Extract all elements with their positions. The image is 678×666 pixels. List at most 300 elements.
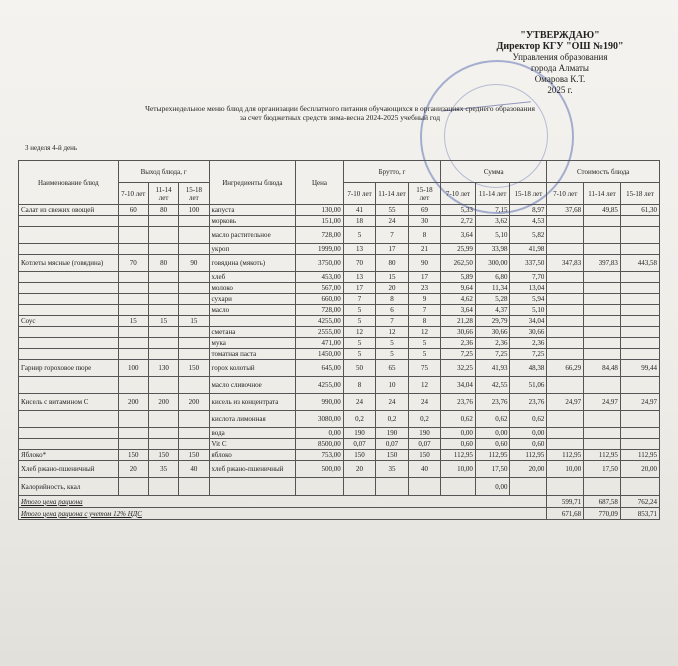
gross-age1-cell: 5 — [343, 316, 375, 327]
yield-age2-cell — [148, 305, 178, 316]
yield-age3-cell — [179, 305, 209, 316]
sum-age1-cell: 262,50 — [441, 255, 476, 272]
gross-age1-cell: 150 — [343, 450, 375, 461]
gross-age1-cell: 5 — [343, 305, 375, 316]
price-cell: 4255,00 — [296, 316, 344, 327]
cost-age1-cell — [547, 439, 584, 450]
yield-age3-cell — [179, 338, 209, 349]
sum-age2-cell: 7,25 — [475, 349, 510, 360]
dish-cell — [19, 283, 119, 294]
table-row — [19, 205, 660, 216]
dish-cell: Соус — [19, 316, 119, 327]
yield-age3-cell: 150 — [179, 450, 209, 461]
cost-age3-cell: 99,44 — [620, 360, 659, 377]
title-line-1: Четырехнедельное меню блюд для организации бесплатного питания обучающихся в организациях среднего образования — [145, 104, 535, 113]
header-cost-age3: 15-18 лет — [620, 183, 659, 205]
approval-block — [470, 30, 650, 96]
sum-age3-cell: 7,25 — [510, 349, 547, 360]
gross-age2-cell: 5 — [376, 338, 408, 349]
gross-age3-cell: 23 — [408, 283, 440, 294]
sum-age2-cell: 3,62 — [475, 216, 510, 227]
dish-cell — [19, 244, 119, 255]
sum-age1-cell: 0,62 — [441, 411, 476, 428]
yield-age1-cell — [118, 349, 148, 360]
gross-age2-cell: 80 — [376, 255, 408, 272]
cost-age2-cell: 49,85 — [584, 205, 621, 216]
ingredient-cell: сметана — [209, 327, 296, 338]
table-row — [19, 244, 660, 255]
sum-age3-cell: 13,04 — [510, 283, 547, 294]
price-cell: 3750,00 — [296, 255, 344, 272]
approval-line-3: Управления образования — [512, 52, 608, 62]
gross-age3-cell: 21 — [408, 244, 440, 255]
gross-age3-cell: 150 — [408, 450, 440, 461]
cost-age2-cell: 112,95 — [584, 450, 621, 461]
cost-age3-cell — [620, 216, 659, 227]
price-cell: 1999,00 — [296, 244, 344, 255]
gross-age3-cell: 24 — [408, 394, 440, 411]
dish-cell: Калорийность, ккал — [19, 478, 119, 496]
cost-age1-cell — [547, 294, 584, 305]
cost-age1-cell: 37,68 — [547, 205, 584, 216]
sum-age1-cell: 3,64 — [441, 227, 476, 244]
sum-age2-cell: 5,28 — [475, 294, 510, 305]
sum-age2-cell: 0,60 — [475, 439, 510, 450]
sum-age2-cell: 0,62 — [475, 411, 510, 428]
cost-age2-cell — [584, 244, 621, 255]
cost-age1-cell — [547, 283, 584, 294]
week-label: 3 неделя 4-й день — [25, 144, 78, 152]
cost-age2-cell: 397,83 — [584, 255, 621, 272]
sum-age1-cell: 25,99 — [441, 244, 476, 255]
gross-age3-cell: 12 — [408, 327, 440, 338]
gross-age1-cell: 70 — [343, 255, 375, 272]
gross-age3-cell: 0,07 — [408, 439, 440, 450]
price-cell: 151,00 — [296, 216, 344, 227]
gross-age1-cell: 7 — [343, 294, 375, 305]
dish-cell — [19, 439, 119, 450]
yield-age2-cell: 200 — [148, 394, 178, 411]
gross-age1-cell: 13 — [343, 272, 375, 283]
yield-age1-cell — [118, 428, 148, 439]
cost-age3-cell: 443,58 — [620, 255, 659, 272]
gross-age3-cell: 8 — [408, 316, 440, 327]
gross-age1-cell: 8 — [343, 377, 375, 394]
gross-age2-cell: 12 — [376, 327, 408, 338]
sum-age1-cell: 34,04 — [441, 377, 476, 394]
gross-age2-cell: 35 — [376, 461, 408, 478]
price-cell: 4255,00 — [296, 377, 344, 394]
sum-age2-cell: 41,93 — [475, 360, 510, 377]
dish-cell — [19, 272, 119, 283]
totals-value-age1: 671,68 — [547, 508, 584, 520]
header-price: Цена — [296, 161, 344, 205]
header-cost-age2: 11-14 лет — [584, 183, 621, 205]
sum-age3-cell: 2,36 — [510, 338, 547, 349]
ingredient-cell: кисель из концентрата — [209, 394, 296, 411]
cost-age2-cell — [584, 316, 621, 327]
cost-age3-cell — [620, 327, 659, 338]
yield-age2-cell — [148, 428, 178, 439]
gross-age3-cell: 9 — [408, 294, 440, 305]
gross-age3-cell: 5 — [408, 338, 440, 349]
cost-age1-cell — [547, 305, 584, 316]
sum-age3-cell: 112,95 — [510, 450, 547, 461]
cost-age3-cell — [620, 294, 659, 305]
cost-age3-cell — [620, 338, 659, 349]
ingredient-cell — [209, 316, 296, 327]
table-row — [19, 272, 660, 283]
yield-age3-cell — [179, 244, 209, 255]
ingredient-cell: масло сливочное — [209, 377, 296, 394]
gross-age2-cell: 150 — [376, 450, 408, 461]
gross-age1-cell — [343, 478, 375, 496]
dish-cell: Салат из свежих овощей — [19, 205, 119, 216]
gross-age2-cell — [376, 478, 408, 496]
gross-age1-cell: 18 — [343, 216, 375, 227]
header-cost-age1: 7-10 лет — [547, 183, 584, 205]
cost-age1-cell — [547, 227, 584, 244]
gross-age1-cell: 41 — [343, 205, 375, 216]
price-cell: 1450,00 — [296, 349, 344, 360]
yield-age3-cell: 100 — [179, 205, 209, 216]
cost-age2-cell: 24,97 — [584, 394, 621, 411]
dish-cell — [19, 227, 119, 244]
cost-age3-cell — [620, 316, 659, 327]
cost-age1-cell — [547, 428, 584, 439]
cost-age2-cell — [584, 294, 621, 305]
yield-age3-cell: 90 — [179, 255, 209, 272]
yield-age1-cell — [118, 305, 148, 316]
header-sum-age3: 15-18 лет — [510, 183, 547, 205]
header-ingredients: Ингредиенты блюда — [209, 161, 296, 205]
yield-age1-cell — [118, 227, 148, 244]
yield-age1-cell: 15 — [118, 316, 148, 327]
sum-age2-cell: 11,34 — [475, 283, 510, 294]
yield-age2-cell — [148, 227, 178, 244]
ingredient-cell: масло растительное — [209, 227, 296, 244]
cost-age3-cell — [620, 272, 659, 283]
cost-age1-cell — [547, 338, 584, 349]
table-row — [19, 255, 660, 272]
dish-cell — [19, 305, 119, 316]
header-gross: Брутто, г — [343, 161, 440, 183]
price-cell: 471,00 — [296, 338, 344, 349]
header-gross-age2: 11-14 лет — [376, 183, 408, 205]
yield-age2-cell — [148, 349, 178, 360]
yield-age1-cell: 150 — [118, 450, 148, 461]
gross-age2-cell: 24 — [376, 216, 408, 227]
cost-age1-cell — [547, 216, 584, 227]
cost-age3-cell — [620, 439, 659, 450]
totals-value-age1: 599,71 — [547, 496, 584, 508]
cost-age2-cell — [584, 305, 621, 316]
gross-age3-cell: 75 — [408, 360, 440, 377]
ingredient-cell: масло — [209, 305, 296, 316]
ingredient-cell: мука — [209, 338, 296, 349]
cost-age2-cell — [584, 338, 621, 349]
sum-age2-cell: 42,55 — [475, 377, 510, 394]
sum-age3-cell: 5,10 — [510, 305, 547, 316]
sum-age1-cell: 23,76 — [441, 394, 476, 411]
sum-age1-cell — [441, 478, 476, 496]
yield-age3-cell: 15 — [179, 316, 209, 327]
sum-age1-cell: 30,66 — [441, 327, 476, 338]
gross-age3-cell: 190 — [408, 428, 440, 439]
cost-age3-cell — [620, 411, 659, 428]
cost-age1-cell: 24,97 — [547, 394, 584, 411]
ingredient-cell: вода — [209, 428, 296, 439]
cost-age1-cell — [547, 272, 584, 283]
yield-age2-cell — [148, 338, 178, 349]
ingredient-cell: говядина (мякоть) — [209, 255, 296, 272]
dish-cell — [19, 327, 119, 338]
sum-age2-cell: 0,00 — [475, 478, 510, 496]
sum-age3-cell: 5,94 — [510, 294, 547, 305]
dish-cell: Гарнир гороховое пюре — [19, 360, 119, 377]
sum-age1-cell: 2,72 — [441, 216, 476, 227]
yield-age1-cell: 70 — [118, 255, 148, 272]
price-cell: 660,00 — [296, 294, 344, 305]
cost-age1-cell — [547, 327, 584, 338]
gross-age2-cell: 7 — [376, 316, 408, 327]
gross-age3-cell: 40 — [408, 461, 440, 478]
sum-age2-cell: 300,00 — [475, 255, 510, 272]
dish-cell — [19, 216, 119, 227]
approval-line-1: "УТВЕРЖДАЮ" — [520, 30, 600, 41]
gross-age2-cell: 0,07 — [376, 439, 408, 450]
table-row — [19, 439, 660, 450]
yield-age3-cell — [179, 227, 209, 244]
sum-age2-cell: 30,66 — [475, 327, 510, 338]
cost-age1-cell: 66,29 — [547, 360, 584, 377]
cost-age1-cell — [547, 316, 584, 327]
gross-age3-cell: 5 — [408, 349, 440, 360]
sum-age3-cell: 20,00 — [510, 461, 547, 478]
table-row — [19, 283, 660, 294]
sum-age1-cell: 5,89 — [441, 272, 476, 283]
ingredient-cell: хлеб — [209, 272, 296, 283]
sum-age2-cell: 6,80 — [475, 272, 510, 283]
yield-age2-cell — [148, 411, 178, 428]
price-cell: 753,00 — [296, 450, 344, 461]
table-row — [19, 478, 660, 496]
cost-age2-cell — [584, 411, 621, 428]
ingredient-cell: горох колотый — [209, 360, 296, 377]
yield-age1-cell — [118, 283, 148, 294]
yield-age2-cell — [148, 439, 178, 450]
cost-age2-cell — [584, 327, 621, 338]
gross-age2-cell: 5 — [376, 349, 408, 360]
header-yield-age3: 15-18 лет — [179, 183, 209, 205]
header-gross-age3: 15-18 лет — [408, 183, 440, 205]
title-line-2: за счет бюджетных средств зима-весна 2024-2025 учебный год — [239, 113, 441, 122]
dish-cell — [19, 377, 119, 394]
price-cell: 645,00 — [296, 360, 344, 377]
header-yield-age2: 11-14 лет — [148, 183, 178, 205]
gross-age1-cell: 190 — [343, 428, 375, 439]
yield-age2-cell: 130 — [148, 360, 178, 377]
ingredient-cell: Vit C — [209, 439, 296, 450]
table-row — [19, 428, 660, 439]
yield-age1-cell — [118, 478, 148, 496]
gross-age2-cell: 6 — [376, 305, 408, 316]
ingredient-cell: томатная паста — [209, 349, 296, 360]
dish-cell — [19, 428, 119, 439]
sum-age2-cell: 17,50 — [475, 461, 510, 478]
yield-age3-cell — [179, 294, 209, 305]
gross-age2-cell: 0,2 — [376, 411, 408, 428]
ingredient-cell — [209, 478, 296, 496]
totals-row — [19, 508, 660, 520]
yield-age3-cell: 150 — [179, 360, 209, 377]
cost-age3-cell: 20,00 — [620, 461, 659, 478]
gross-age2-cell: 17 — [376, 244, 408, 255]
cost-age1-cell — [547, 349, 584, 360]
sum-age1-cell: 32,25 — [441, 360, 476, 377]
sum-age3-cell: 30,66 — [510, 327, 547, 338]
menu-table-body — [19, 205, 660, 496]
sum-age3-cell: 23,76 — [510, 394, 547, 411]
ingredient-cell: морковь — [209, 216, 296, 227]
cost-age3-cell: 112,95 — [620, 450, 659, 461]
sum-age2-cell: 2,36 — [475, 338, 510, 349]
sum-age2-cell: 5,10 — [475, 227, 510, 244]
cost-age1-cell: 10,00 — [547, 461, 584, 478]
gross-age2-cell: 8 — [376, 294, 408, 305]
sum-age1-cell: 2,36 — [441, 338, 476, 349]
sum-age1-cell: 3,64 — [441, 305, 476, 316]
sum-age1-cell: 0,00 — [441, 428, 476, 439]
yield-age1-cell: 100 — [118, 360, 148, 377]
sum-age1-cell: 112,95 — [441, 450, 476, 461]
sum-age3-cell: 7,70 — [510, 272, 547, 283]
totals-body — [19, 496, 660, 520]
yield-age2-cell — [148, 283, 178, 294]
cost-age3-cell — [620, 227, 659, 244]
yield-age3-cell — [179, 411, 209, 428]
cost-age3-cell — [620, 377, 659, 394]
yield-age3-cell: 200 — [179, 394, 209, 411]
yield-age2-cell — [148, 272, 178, 283]
totals-value-age2: 687,58 — [584, 496, 621, 508]
ingredient-cell: яблоко — [209, 450, 296, 461]
table-row — [19, 450, 660, 461]
gross-age1-cell: 50 — [343, 360, 375, 377]
sum-age2-cell: 29,79 — [475, 316, 510, 327]
price-cell: 0,00 — [296, 428, 344, 439]
cost-age2-cell: 17,50 — [584, 461, 621, 478]
ingredient-cell: укроп — [209, 244, 296, 255]
sum-age2-cell: 33,98 — [475, 244, 510, 255]
gross-age3-cell: 12 — [408, 377, 440, 394]
sum-age3-cell: 4,53 — [510, 216, 547, 227]
yield-age1-cell — [118, 411, 148, 428]
dish-cell — [19, 338, 119, 349]
sum-age1-cell: 7,25 — [441, 349, 476, 360]
yield-age3-cell — [179, 377, 209, 394]
dish-cell — [19, 294, 119, 305]
gross-age1-cell: 20 — [343, 461, 375, 478]
cost-age1-cell — [547, 244, 584, 255]
gross-age1-cell: 17 — [343, 283, 375, 294]
table-row — [19, 305, 660, 316]
price-cell: 8500,00 — [296, 439, 344, 450]
gross-age3-cell: 30 — [408, 216, 440, 227]
sum-age3-cell: 51,06 — [510, 377, 547, 394]
yield-age2-cell: 80 — [148, 205, 178, 216]
yield-age2-cell — [148, 478, 178, 496]
gross-age1-cell: 24 — [343, 394, 375, 411]
cost-age2-cell: 84,48 — [584, 360, 621, 377]
yield-age1-cell — [118, 338, 148, 349]
header-sum-age1: 7-10 лет — [441, 183, 476, 205]
sum-age1-cell: 10,00 — [441, 461, 476, 478]
table-row — [19, 294, 660, 305]
header-sum-age2: 11-14 лет — [475, 183, 510, 205]
yield-age1-cell — [118, 272, 148, 283]
yield-age2-cell: 35 — [148, 461, 178, 478]
yield-age3-cell — [179, 327, 209, 338]
ingredient-cell: молоко — [209, 283, 296, 294]
header-sum: Сумма — [441, 161, 547, 183]
yield-age3-cell — [179, 283, 209, 294]
cost-age3-cell — [620, 349, 659, 360]
ingredient-cell: кислота лимонная — [209, 411, 296, 428]
price-cell: 453,00 — [296, 272, 344, 283]
yield-age1-cell — [118, 244, 148, 255]
gross-age1-cell: 0,2 — [343, 411, 375, 428]
table-row — [19, 338, 660, 349]
gross-age2-cell: 55 — [376, 205, 408, 216]
ingredient-cell: капуста — [209, 205, 296, 216]
sum-age3-cell — [510, 478, 547, 496]
approval-line-4: города Алматы — [531, 63, 589, 73]
totals-value-age3: 762,24 — [620, 496, 659, 508]
cost-age2-cell — [584, 428, 621, 439]
sum-age2-cell: 7,15 — [475, 205, 510, 216]
cost-age1-cell — [547, 377, 584, 394]
price-cell: 728,00 — [296, 305, 344, 316]
totals-row — [19, 496, 660, 508]
cost-age1-cell — [547, 478, 584, 496]
yield-age1-cell — [118, 294, 148, 305]
sum-age1-cell: 5,33 — [441, 205, 476, 216]
gross-age3-cell: 8 — [408, 227, 440, 244]
gross-age1-cell: 5 — [343, 338, 375, 349]
yield-age1-cell — [118, 216, 148, 227]
sum-age2-cell: 23,76 — [475, 394, 510, 411]
gross-age2-cell: 10 — [376, 377, 408, 394]
cost-age3-cell: 24,97 — [620, 394, 659, 411]
yield-age2-cell: 15 — [148, 316, 178, 327]
sum-age3-cell: 5,82 — [510, 227, 547, 244]
yield-age1-cell — [118, 377, 148, 394]
sum-age3-cell: 41,98 — [510, 244, 547, 255]
gross-age2-cell: 15 — [376, 272, 408, 283]
cost-age3-cell — [620, 244, 659, 255]
cost-age3-cell — [620, 305, 659, 316]
cost-age2-cell — [584, 478, 621, 496]
sum-age3-cell: 0,62 — [510, 411, 547, 428]
ingredient-cell: сухари — [209, 294, 296, 305]
dish-cell: Хлеб ржано-пшеничный — [19, 461, 119, 478]
approval-line-6: 2025 г. — [547, 85, 573, 95]
price-cell: 990,00 — [296, 394, 344, 411]
yield-age1-cell: 20 — [118, 461, 148, 478]
cost-age3-cell — [620, 428, 659, 439]
sum-age2-cell: 4,37 — [475, 305, 510, 316]
